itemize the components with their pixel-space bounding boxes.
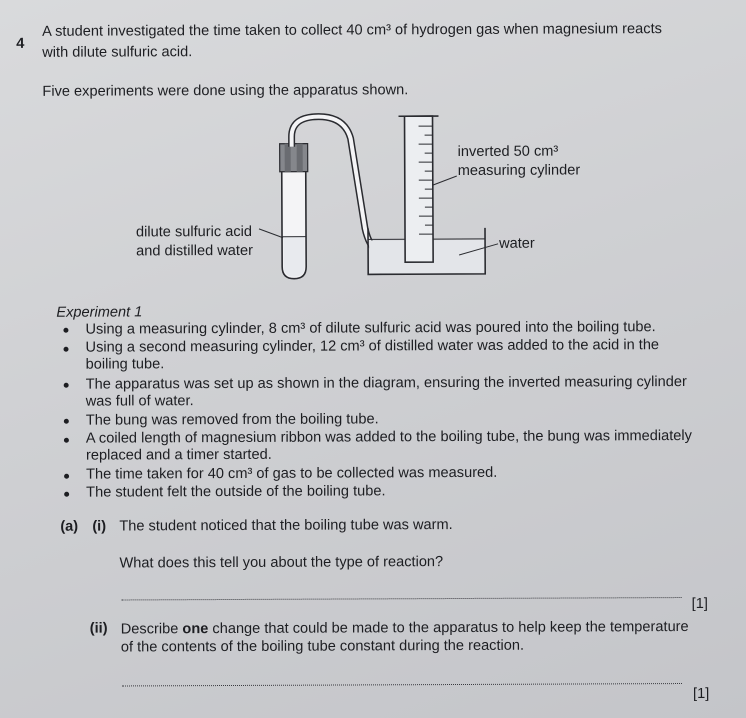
step-3-line1: The apparatus was set up as shown in the diagram, ensuring the inverted measuring cylinder: [85, 374, 687, 393]
bullet-dot: [64, 492, 69, 497]
step-2-line1: Using a second measuring cylinder, 12 cm³ of distilled water was added to the acid in the: [85, 337, 660, 356]
bullet-dot: [64, 419, 69, 424]
bullet-dot: [64, 474, 69, 479]
water-label: water: [499, 235, 535, 252]
bullet-dot: [63, 328, 68, 333]
step-6-line1: The time taken for 40 cm³ of gas to be collected was measured.: [86, 464, 498, 483]
answer-line-a-i[interactable]: [122, 597, 682, 600]
answer-line-a-ii[interactable]: [122, 683, 682, 686]
bullet-dot: [64, 347, 69, 352]
experiment-title: Experiment 1: [56, 304, 143, 321]
question-number: 4: [16, 35, 25, 52]
bullet-dot: [64, 438, 69, 443]
bung: [280, 144, 308, 172]
part-a-ii-text-line2: of the contents of the boiling tube constant during the reaction.: [120, 637, 525, 656]
five-experiments-text: Five experiments were done using the apparatus shown.: [42, 82, 409, 100]
step-3-line2: was full of water.: [85, 393, 194, 410]
mark-a-ii: [1]: [692, 685, 710, 702]
step-7-line1: The student felt the outside of the boiling tube.: [86, 483, 386, 501]
acid-label-line2: and distilled water: [136, 242, 253, 260]
step-5-line2: replaced and a timer started.: [85, 446, 272, 464]
step-1-line1: Using a measuring cylinder, 8 cm³ of dilute sulfuric acid was poured into the boiling tube.: [85, 319, 656, 338]
apparatus-diagram: [0, 0, 746, 300]
part-a-i-label: (i): [92, 518, 107, 535]
step-5-line1: A coiled length of magnesium ribbon was added to the boiling tube, the bung was immediately: [85, 427, 692, 447]
part-a-ii-text-line1: Describe one change that could be made to the apparatus to help keep the temperature: [120, 619, 689, 638]
question-intro-line2: with dilute sulfuric acid.: [42, 44, 193, 61]
part-a-label: (a): [60, 518, 79, 535]
cylinder-label-line1: inverted 50 cm³: [457, 143, 559, 161]
mark-a-i: [1]: [691, 595, 708, 612]
part-a-ii-label: (ii): [89, 620, 108, 637]
question-intro-line1: A student investigated the time taken to collect 40 cm³ of hydrogen gas when magnesium reacts: [42, 21, 662, 40]
part-a-i-text: The student noticed that the boiling tube was warm.: [119, 517, 453, 535]
step-2-line2: boiling tube.: [85, 356, 165, 373]
step-4-line1: The bung was removed from the boiling tube.: [85, 411, 379, 429]
cylinder-label-line2: measuring cylinder: [457, 162, 581, 180]
acid-label-line1: dilute sulfuric acid: [135, 223, 253, 241]
part-a-i-question: What does this tell you about the type of reaction?: [119, 554, 444, 572]
bullet-dot: [64, 383, 69, 388]
